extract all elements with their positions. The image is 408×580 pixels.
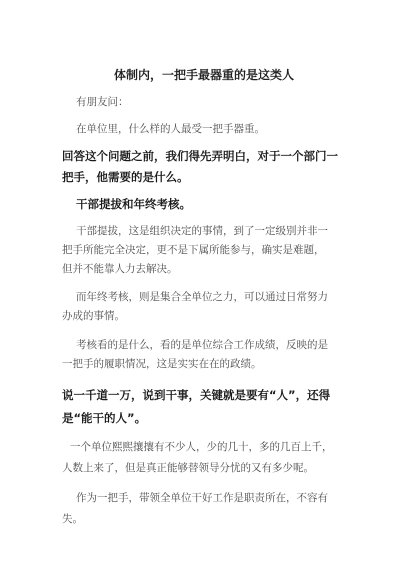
paragraph-9 bbox=[62, 437, 354, 479]
paragraph-line: 回答这个问题之前，我们得先弄明白，对于一个部门一 bbox=[62, 149, 338, 163]
paragraph-line: 作为一把手，带领全单位干好工作是职责所在，不容有 bbox=[76, 492, 328, 504]
paragraph-3 bbox=[62, 146, 354, 188]
paragraph-line: 在单位里，什么样的人最受一把手器重。 bbox=[76, 123, 265, 135]
paragraph-line: 办成的事情。 bbox=[62, 310, 125, 322]
paragraph-line: 考核看的是什么，看的是单位综合工作成绩，反映的是 bbox=[76, 339, 328, 351]
paragraph-line: 一把手的履职情况，这是实实在在的政绩。 bbox=[62, 358, 262, 370]
paragraph-line: 干部提拔和年终考核。 bbox=[76, 197, 191, 211]
paragraph-8 bbox=[62, 384, 354, 430]
paragraph-line: 一个单位熙熙攘攘有不少人，少的几十，多的几百上千， bbox=[70, 441, 333, 453]
paragraph-line: 但并不能靠人力去解决。 bbox=[62, 263, 178, 275]
paragraph-4 bbox=[76, 196, 368, 213]
paragraph-line: 把手所能完全决定，更不是下属所能参与，确实是难题， bbox=[62, 244, 325, 256]
paragraph-line: 而年终考核，则是集合全单位之力，可以通过日常努力 bbox=[76, 291, 328, 303]
paragraph-10 bbox=[62, 488, 354, 530]
article-title: 体制内，一把手最器重的是这类人 bbox=[113, 68, 294, 82]
paragraph-line: 失。 bbox=[62, 513, 83, 525]
paragraph-line: 人数上来了，但是真正能够替领导分忧的又有多少呢。 bbox=[62, 462, 314, 474]
paragraph-1 bbox=[76, 94, 368, 111]
paragraph-line: 有朋友问： bbox=[76, 96, 129, 108]
paragraph-5 bbox=[62, 222, 354, 279]
paragraph-2 bbox=[76, 121, 368, 138]
paragraph-line: 干部提拔，这是组织决定的事情，到了一定级别并非一 bbox=[76, 225, 328, 237]
paragraph-line: 说一千道一万，说到干事，关键就是要有“人”，还得 bbox=[62, 388, 331, 402]
paragraph-6 bbox=[62, 288, 354, 326]
paragraph-7 bbox=[62, 336, 354, 374]
paragraph-line: 是“能干的人”。 bbox=[62, 411, 147, 425]
paragraph-line: 把手，他需要的是什么。 bbox=[62, 170, 189, 184]
